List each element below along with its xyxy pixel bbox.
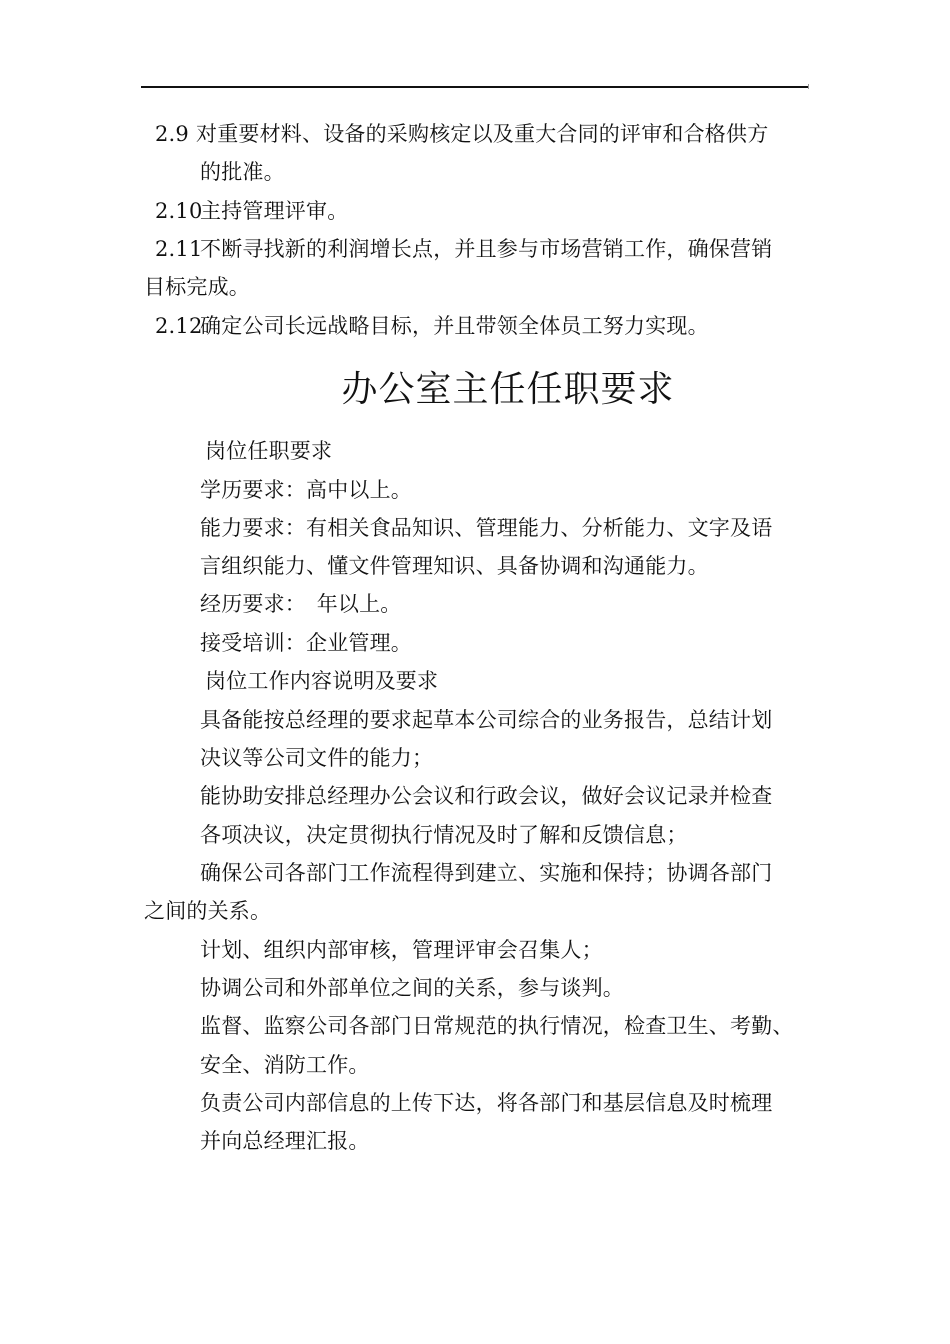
item-text: 的批准。: [200, 160, 285, 184]
ability-requirement: 能力要求：有相关食品知识、管理能力、分析能力、文字及语: [200, 516, 773, 540]
duties-heading: 岗位工作内容说明及要求: [205, 669, 439, 693]
item-number: 2.9: [155, 122, 189, 146]
duty-item: 能协助安排总经理办公会议和行政会议，做好会议记录并检查: [200, 784, 773, 808]
section-title: 办公室主任任职要求: [341, 369, 675, 410]
duty-item: 计划、组织内部审核，管理评审会召集人；: [200, 938, 603, 962]
education-requirement: 学历要求：高中以上。: [200, 478, 412, 502]
item-number: 2.11: [155, 237, 203, 261]
item-text: 不断寻找新的利润增长点，并且参与市场营销工作，确保营销: [200, 237, 773, 261]
item-text: 目标完成。: [144, 275, 250, 299]
duty-item-cont: 各项决议，决定贯彻执行情况及时了解和反馈信息；: [200, 823, 688, 847]
item-text: 确定公司长远战略目标，并且带领全体员工努力实现。: [200, 314, 709, 338]
ability-requirement-cont: 言组织能力、懂文件管理知识、具备协调和沟通能力。: [200, 554, 709, 578]
experience-requirement: 经历要求： 年以上。: [200, 592, 402, 616]
item-number: 2.10: [155, 199, 203, 223]
duty-item: 负责公司内部信息的上传下达，将各部门和基层信息及时梳理: [200, 1091, 773, 1115]
item-number: 2.12: [155, 314, 203, 338]
item-text: 对重要材料、设备的采购核定以及重大合同的评审和合格供方: [196, 122, 769, 146]
duty-item: 监督、监察公司各部门日常规范的执行情况，检查卫生、考勤、: [200, 1014, 794, 1038]
duty-item-cont: 决议等公司文件的能力；: [200, 746, 434, 770]
header-rule: [141, 86, 809, 88]
duty-item: 确保公司各部门工作流程得到建立、实施和保持；协调各部门: [200, 861, 773, 885]
requirements-heading: 岗位任职要求: [205, 439, 333, 463]
item-text: 主持管理评审。: [200, 199, 349, 223]
header-rule-tick: [808, 84, 809, 89]
duty-item: 具备能按总经理的要求起草本公司综合的业务报告，总结计划: [200, 708, 773, 732]
training-requirement: 接受培训：企业管理。: [200, 631, 412, 655]
duty-item: 协调公司和外部单位之间的关系，参与谈判。: [200, 976, 624, 1000]
duty-item-cont: 安全、消防工作。: [200, 1053, 370, 1077]
duty-item-cont: 并向总经理汇报。: [200, 1129, 370, 1153]
duty-item-cont: 之间的关系。: [144, 899, 272, 923]
